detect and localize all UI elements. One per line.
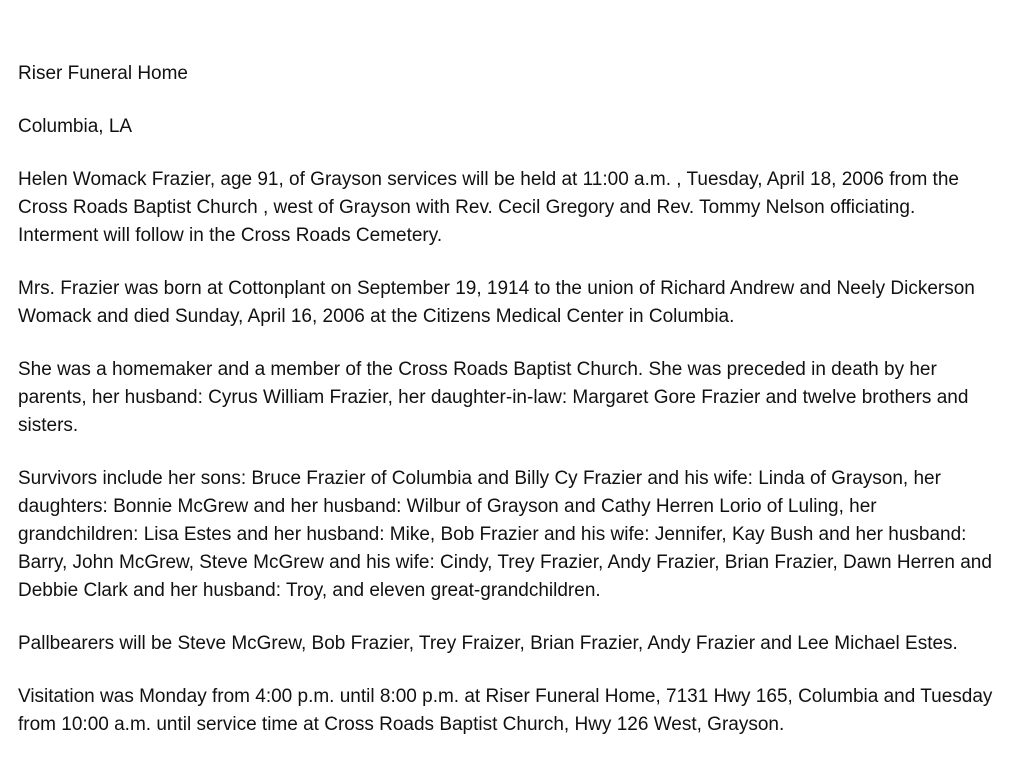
pallbearers-paragraph: Pallbearers will be Steve McGrew, Bob Frazier, Trey Fraizer, Brian Frazier, Andy Frazier and Lee Michael Estes.	[18, 633, 958, 654]
obituary-document	[18, 60, 993, 764]
survivors-paragraph: Survivors include her sons: Bruce Frazier of Columbia and Billy Cy Frazier and his wife: Linda of Grayson, her daughters: Bonnie McGrew and her husband: Wilbur of Grayson and Cathy Herren Lorio of Luling, her grandchildren: Lisa Estes and her husband: Mike, Bob Frazier and his wife: Jennifer, Kay Bush and her husband: Barry, John McGrew, Steve McGrew and his wife: Cindy, Trey Frazier, Andy Frazier, Brian Frazier, Dawn Herren and Debbie Clark and her husband: Troy, and eleven great-grandchildren.	[18, 468, 992, 601]
life-preceded-paragraph: She was a homemaker and a member of the Cross Roads Baptist Church. She was preceded in death by her parents, her husband: Cyrus William Frazier, her daughter-in-law: Margaret Gore Frazier and twelve brothers and sisters.	[18, 359, 969, 436]
funeral-home-location: Columbia, LA	[18, 116, 133, 137]
visitation-paragraph: Visitation was Monday from 4:00 p.m. until 8:00 p.m. at Riser Funeral Home, 7131 Hwy 165, Columbia and Tuesday from 10:00 a.m. until service time at Cross Roads Baptist Church, Hwy 126 West, Grayson.	[18, 686, 993, 735]
birth-death-paragraph: Mrs. Frazier was born at Cottonplant on September 19, 1914 to the union of Richard Andrew and Neely Dickerson Womack and died Sunday, April 16, 2006 at the Citizens Medical Center in Columbia.	[18, 278, 975, 327]
funeral-home-name: Riser Funeral Home	[18, 63, 188, 84]
service-announcement-paragraph: Helen Womack Frazier, age 91, of Grayson services will be held at 11:00 a.m. , Tuesday, April 18, 2006 from the Cross Roads Baptist Church , west of Grayson with Rev. Cecil Gregory and Rev. Tommy Nelson officiating. Interment will follow in the Cross Roads Cemetery.	[18, 169, 959, 246]
